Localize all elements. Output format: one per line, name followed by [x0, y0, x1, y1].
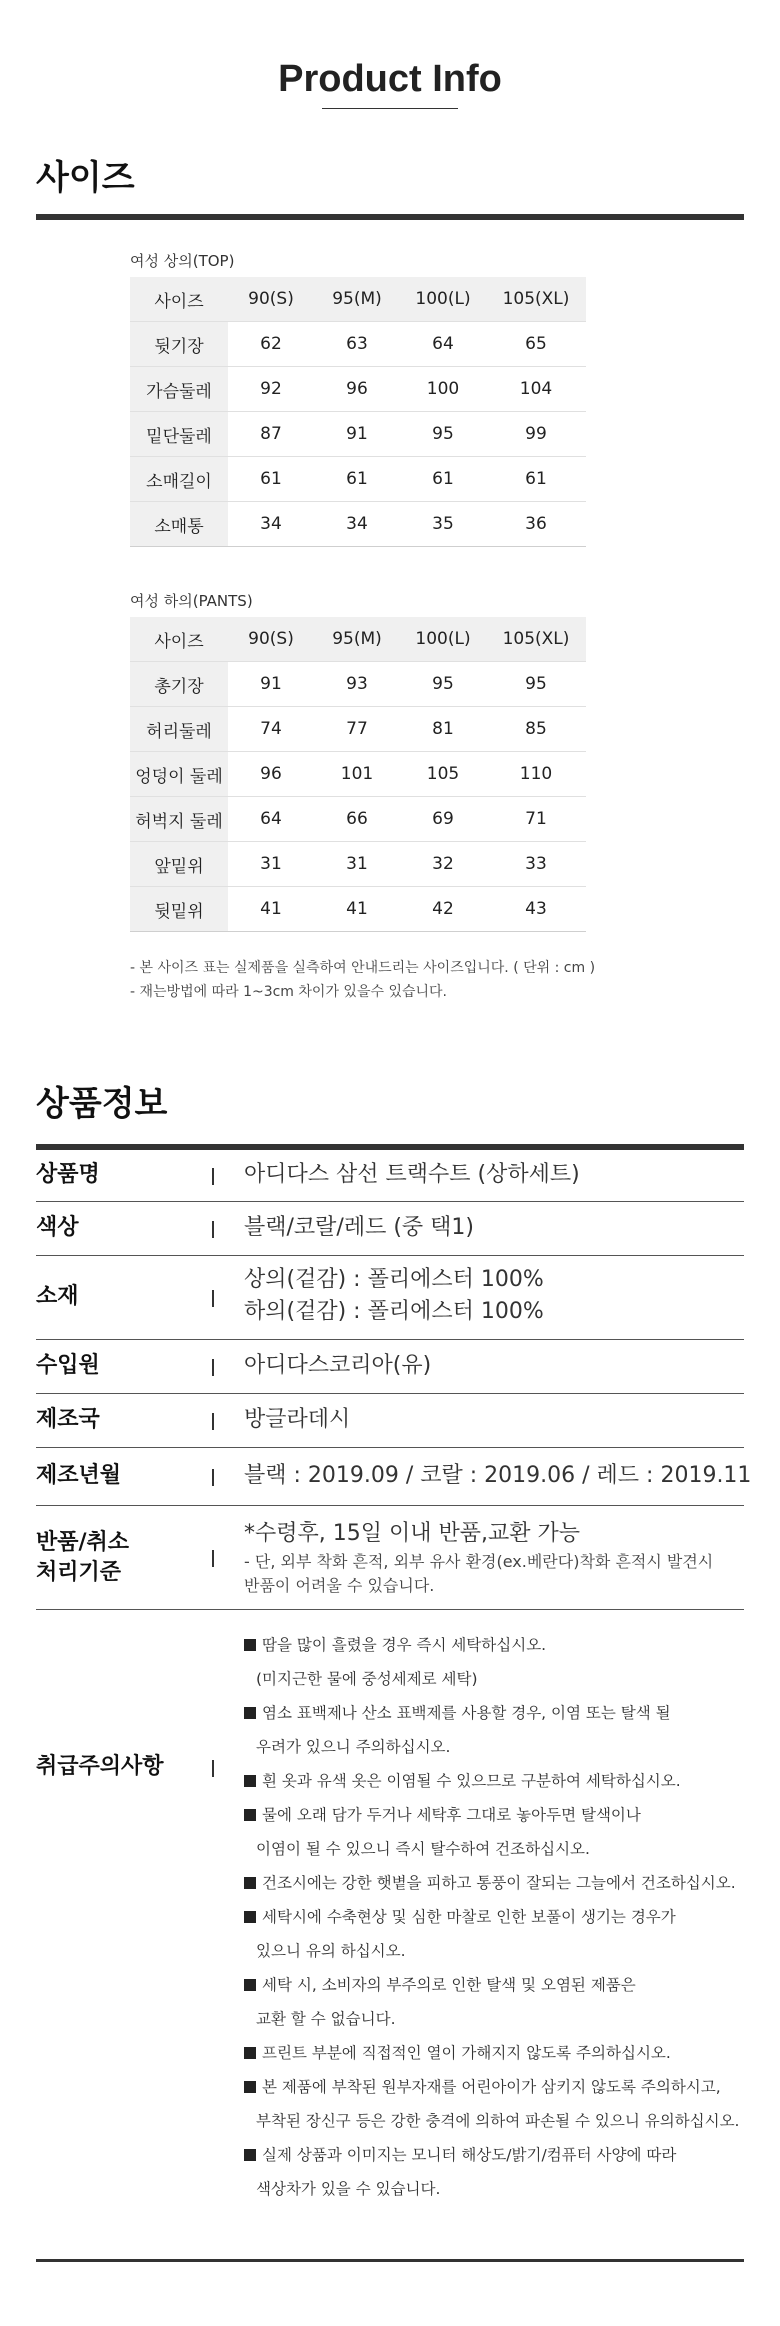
table-cell: 34	[314, 502, 400, 547]
care-item-continued: 이염이 될 수 있으니 즉시 탈수하여 건조하십시오.	[256, 1840, 590, 1858]
table-cell: 95	[486, 662, 586, 707]
bullet-square-icon	[244, 2081, 256, 2093]
material-bottom: 하의(겉감) : 폴리에스터 100%	[244, 1299, 544, 1324]
title-underline	[322, 108, 458, 109]
row-label: 뒷밑위	[130, 887, 228, 932]
info-row-color	[36, 1202, 744, 1256]
info-value: 방글라데시	[244, 1407, 351, 1432]
size-note: - 재는방법에 따라 1~3cm 차이가 있을수 있습니다.	[130, 984, 447, 1000]
row-label: 총기장	[130, 662, 228, 707]
care-item: 프린트 부분에 직접적인 열이 가해지지 않도록 주의하십시오.	[244, 2036, 740, 2070]
info-label: 제조국	[36, 1407, 100, 1432]
table-cell: 71	[486, 797, 586, 842]
table-cell: 65	[486, 322, 586, 367]
table-row	[130, 887, 586, 932]
table-row	[130, 797, 586, 842]
table-cell: 61	[228, 457, 314, 502]
material-top: 상의(겉감) : 폴리에스터 100%	[244, 1267, 544, 1292]
table-cell: 31	[228, 842, 314, 887]
info-separator	[212, 1469, 214, 1486]
column-header: 사이즈	[130, 277, 228, 322]
table-cell: 61	[314, 457, 400, 502]
column-header: 사이즈	[130, 617, 228, 662]
row-label: 소매통	[130, 502, 228, 547]
care-item: 땀을 많이 흘렸을 경우 즉시 세탁하십시오.	[244, 1628, 740, 1662]
row-label: 허리둘레	[130, 707, 228, 752]
pants-size-table	[130, 617, 586, 932]
care-item-continued: 색상차가 있을 수 있습니다.	[256, 2180, 441, 2198]
table-row	[130, 322, 586, 367]
info-value: 아디다스 삼선 트랙수트 (상하세트)	[244, 1162, 580, 1187]
column-header: 105(XL)	[486, 277, 586, 322]
row-label: 허벅지 둘레	[130, 797, 228, 842]
table-row	[130, 842, 586, 887]
table-cell: 31	[314, 842, 400, 887]
info-label: 제조년월	[36, 1463, 122, 1488]
care-item-continued: 교환 할 수 없습니다.	[256, 2010, 396, 2028]
column-header: 95(M)	[314, 617, 400, 662]
info-label	[36, 1528, 129, 1588]
row-label: 가슴둘레	[130, 367, 228, 412]
bullet-square-icon	[244, 1639, 256, 1651]
returns-policy-detail: - 단, 외부 착화 흔적, 외부 유사 환경(ex.베란다)착화 흔적시 발견시	[244, 1552, 714, 1571]
care-item-continued: 우려가 있으니 주의하십시오.	[256, 1738, 451, 1756]
table-cell: 95	[400, 662, 486, 707]
top-size-table	[130, 277, 586, 547]
table-cell: 43	[486, 887, 586, 932]
table-cell: 96	[314, 367, 400, 412]
row-label: 앞밑위	[130, 842, 228, 887]
table-cell: 66	[314, 797, 400, 842]
table-cell: 36	[486, 502, 586, 547]
table-header-row	[130, 617, 586, 662]
table-cell: 77	[314, 707, 400, 752]
info-row-returns	[36, 1506, 744, 1610]
bullet-square-icon	[244, 1911, 256, 1923]
column-header: 90(S)	[228, 277, 314, 322]
info-value: 블랙 : 2019.09 / 코랄 : 2019.06 / 레드 : 2019.11	[244, 1463, 752, 1488]
table-row	[130, 367, 586, 412]
info-row-date	[36, 1448, 752, 1506]
returns-label-line: 처리기준	[36, 1560, 122, 1585]
info-row-country	[36, 1394, 744, 1448]
top-table-caption: 여성 상의(TOP)	[130, 252, 235, 270]
row-label: 엉덩이 둘레	[130, 752, 228, 797]
care-item-continued: 있으니 유의 하십시오.	[256, 1942, 406, 1960]
info-label: 상품명	[36, 1162, 100, 1187]
bullet-square-icon	[244, 1877, 256, 1889]
size-section-divider	[36, 214, 744, 220]
info-separator	[212, 1168, 214, 1185]
size-section-heading: 사이즈	[36, 158, 135, 198]
care-item-continued: 부착된 장신구 등은 강한 충격에 의하여 파손될 수 있으니 유의하십시오.	[256, 2112, 740, 2130]
bullet-square-icon	[244, 2047, 256, 2059]
column-header: 100(L)	[400, 617, 486, 662]
bullet-square-icon	[244, 2149, 256, 2161]
table-cell: 99	[486, 412, 586, 457]
bullet-square-icon	[244, 1979, 256, 1991]
info-value	[244, 1518, 713, 1598]
column-header: 105(XL)	[486, 617, 586, 662]
table-cell: 62	[228, 322, 314, 367]
bullet-square-icon	[244, 1775, 256, 1787]
row-label: 소매길이	[130, 457, 228, 502]
column-header: 90(S)	[228, 617, 314, 662]
table-row	[130, 662, 586, 707]
care-item: 물에 오래 담가 두거나 세탁후 그대로 놓아두면 탈색이나	[244, 1798, 740, 1832]
info-separator	[212, 1760, 214, 1777]
bullet-square-icon	[244, 1809, 256, 1821]
info-value: 아디다스코리아(유)	[244, 1353, 432, 1378]
table-row	[130, 502, 586, 547]
row-label: 밑단둘레	[130, 412, 228, 457]
table-cell: 91	[314, 412, 400, 457]
care-item: 흰 옷과 유색 옷은 이염될 수 있으므로 구분하여 세탁하십시오.	[244, 1764, 740, 1798]
table-cell: 61	[486, 457, 586, 502]
info-separator	[212, 1359, 214, 1376]
table-cell: 110	[486, 752, 586, 797]
info-label: 수입원	[36, 1353, 100, 1378]
info-value	[244, 1264, 544, 1328]
table-cell: 87	[228, 412, 314, 457]
table-row	[130, 457, 586, 502]
info-label: 색상	[36, 1215, 79, 1240]
care-item: 건조시에는 강한 햇볕을 피하고 통풍이 잘되는 그늘에서 건조하십시오.	[244, 1866, 740, 1900]
table-cell: 33	[486, 842, 586, 887]
table-cell: 69	[400, 797, 486, 842]
table-cell: 81	[400, 707, 486, 752]
table-cell: 93	[314, 662, 400, 707]
table-cell: 101	[314, 752, 400, 797]
table-cell: 96	[228, 752, 314, 797]
care-item: 실제 상품과 이미지는 모니터 해상도/밝기/컴퓨터 사양에 따라	[244, 2138, 740, 2172]
returns-policy-main: *수령후, 15일 이내 반품,교환 가능	[244, 1521, 580, 1546]
info-separator	[212, 1550, 214, 1567]
table-cell: 92	[228, 367, 314, 412]
info-row-importer	[36, 1340, 744, 1394]
info-row-material	[36, 1256, 744, 1340]
care-instructions	[244, 1628, 740, 2206]
table-cell: 105	[400, 752, 486, 797]
table-cell: 35	[400, 502, 486, 547]
product-info-table	[36, 1144, 752, 2240]
table-cell: 63	[314, 322, 400, 367]
info-separator	[212, 1413, 214, 1430]
table-cell: 32	[400, 842, 486, 887]
care-item: 염소 표백제나 산소 표백제를 사용할 경우, 이염 또는 탈색 될	[244, 1696, 740, 1730]
row-label: 뒷기장	[130, 322, 228, 367]
info-value: 블랙/코랄/레드 (중 택1)	[244, 1215, 474, 1240]
table-cell: 85	[486, 707, 586, 752]
column-header: 95(M)	[314, 277, 400, 322]
table-cell: 104	[486, 367, 586, 412]
table-row	[130, 707, 586, 752]
table-cell: 34	[228, 502, 314, 547]
care-item: 세탁시에 수축현상 및 심한 마찰로 인한 보풀이 생기는 경우가	[244, 1900, 740, 1934]
info-row-name	[36, 1150, 744, 1202]
bottom-divider	[36, 2259, 744, 2262]
returns-policy-detail: 반품이 어려울 수 있습니다.	[244, 1576, 435, 1595]
column-header: 100(L)	[400, 277, 486, 322]
info-separator	[212, 1221, 214, 1238]
table-cell: 64	[400, 322, 486, 367]
info-section-heading: 상품정보	[36, 1084, 168, 1124]
page-title: Product Info	[278, 58, 502, 100]
table-cell: 42	[400, 887, 486, 932]
care-item: 세탁 시, 소비자의 부주의로 인한 탈색 및 오염된 제품은	[244, 1968, 740, 2002]
table-row	[130, 752, 586, 797]
info-separator	[212, 1290, 214, 1307]
table-cell: 100	[400, 367, 486, 412]
info-row-care	[36, 1610, 744, 2240]
table-cell: 74	[228, 707, 314, 752]
size-notes	[130, 956, 595, 1004]
table-cell: 41	[228, 887, 314, 932]
info-label: 취급주의사항	[36, 1754, 164, 1779]
table-cell: 41	[314, 887, 400, 932]
care-item-continued: (미지근한 물에 중성세제로 세탁)	[256, 1670, 478, 1688]
info-label: 소재	[36, 1284, 79, 1309]
table-cell: 61	[400, 457, 486, 502]
size-note: - 본 사이즈 표는 실제품을 실측하여 안내드리는 사이즈입니다. ( 단위 : cm )	[130, 960, 596, 976]
table-row	[130, 412, 586, 457]
pants-table-caption: 여성 하의(PANTS)	[130, 592, 253, 610]
care-item: 본 제품에 부착된 원부자재를 어린아이가 삼키지 않도록 주의하시고,	[244, 2070, 740, 2104]
returns-label-line: 반품/취소	[36, 1530, 130, 1555]
table-header-row	[130, 277, 586, 322]
bullet-square-icon	[244, 1707, 256, 1719]
table-cell: 95	[400, 412, 486, 457]
table-cell: 64	[228, 797, 314, 842]
table-cell: 91	[228, 662, 314, 707]
